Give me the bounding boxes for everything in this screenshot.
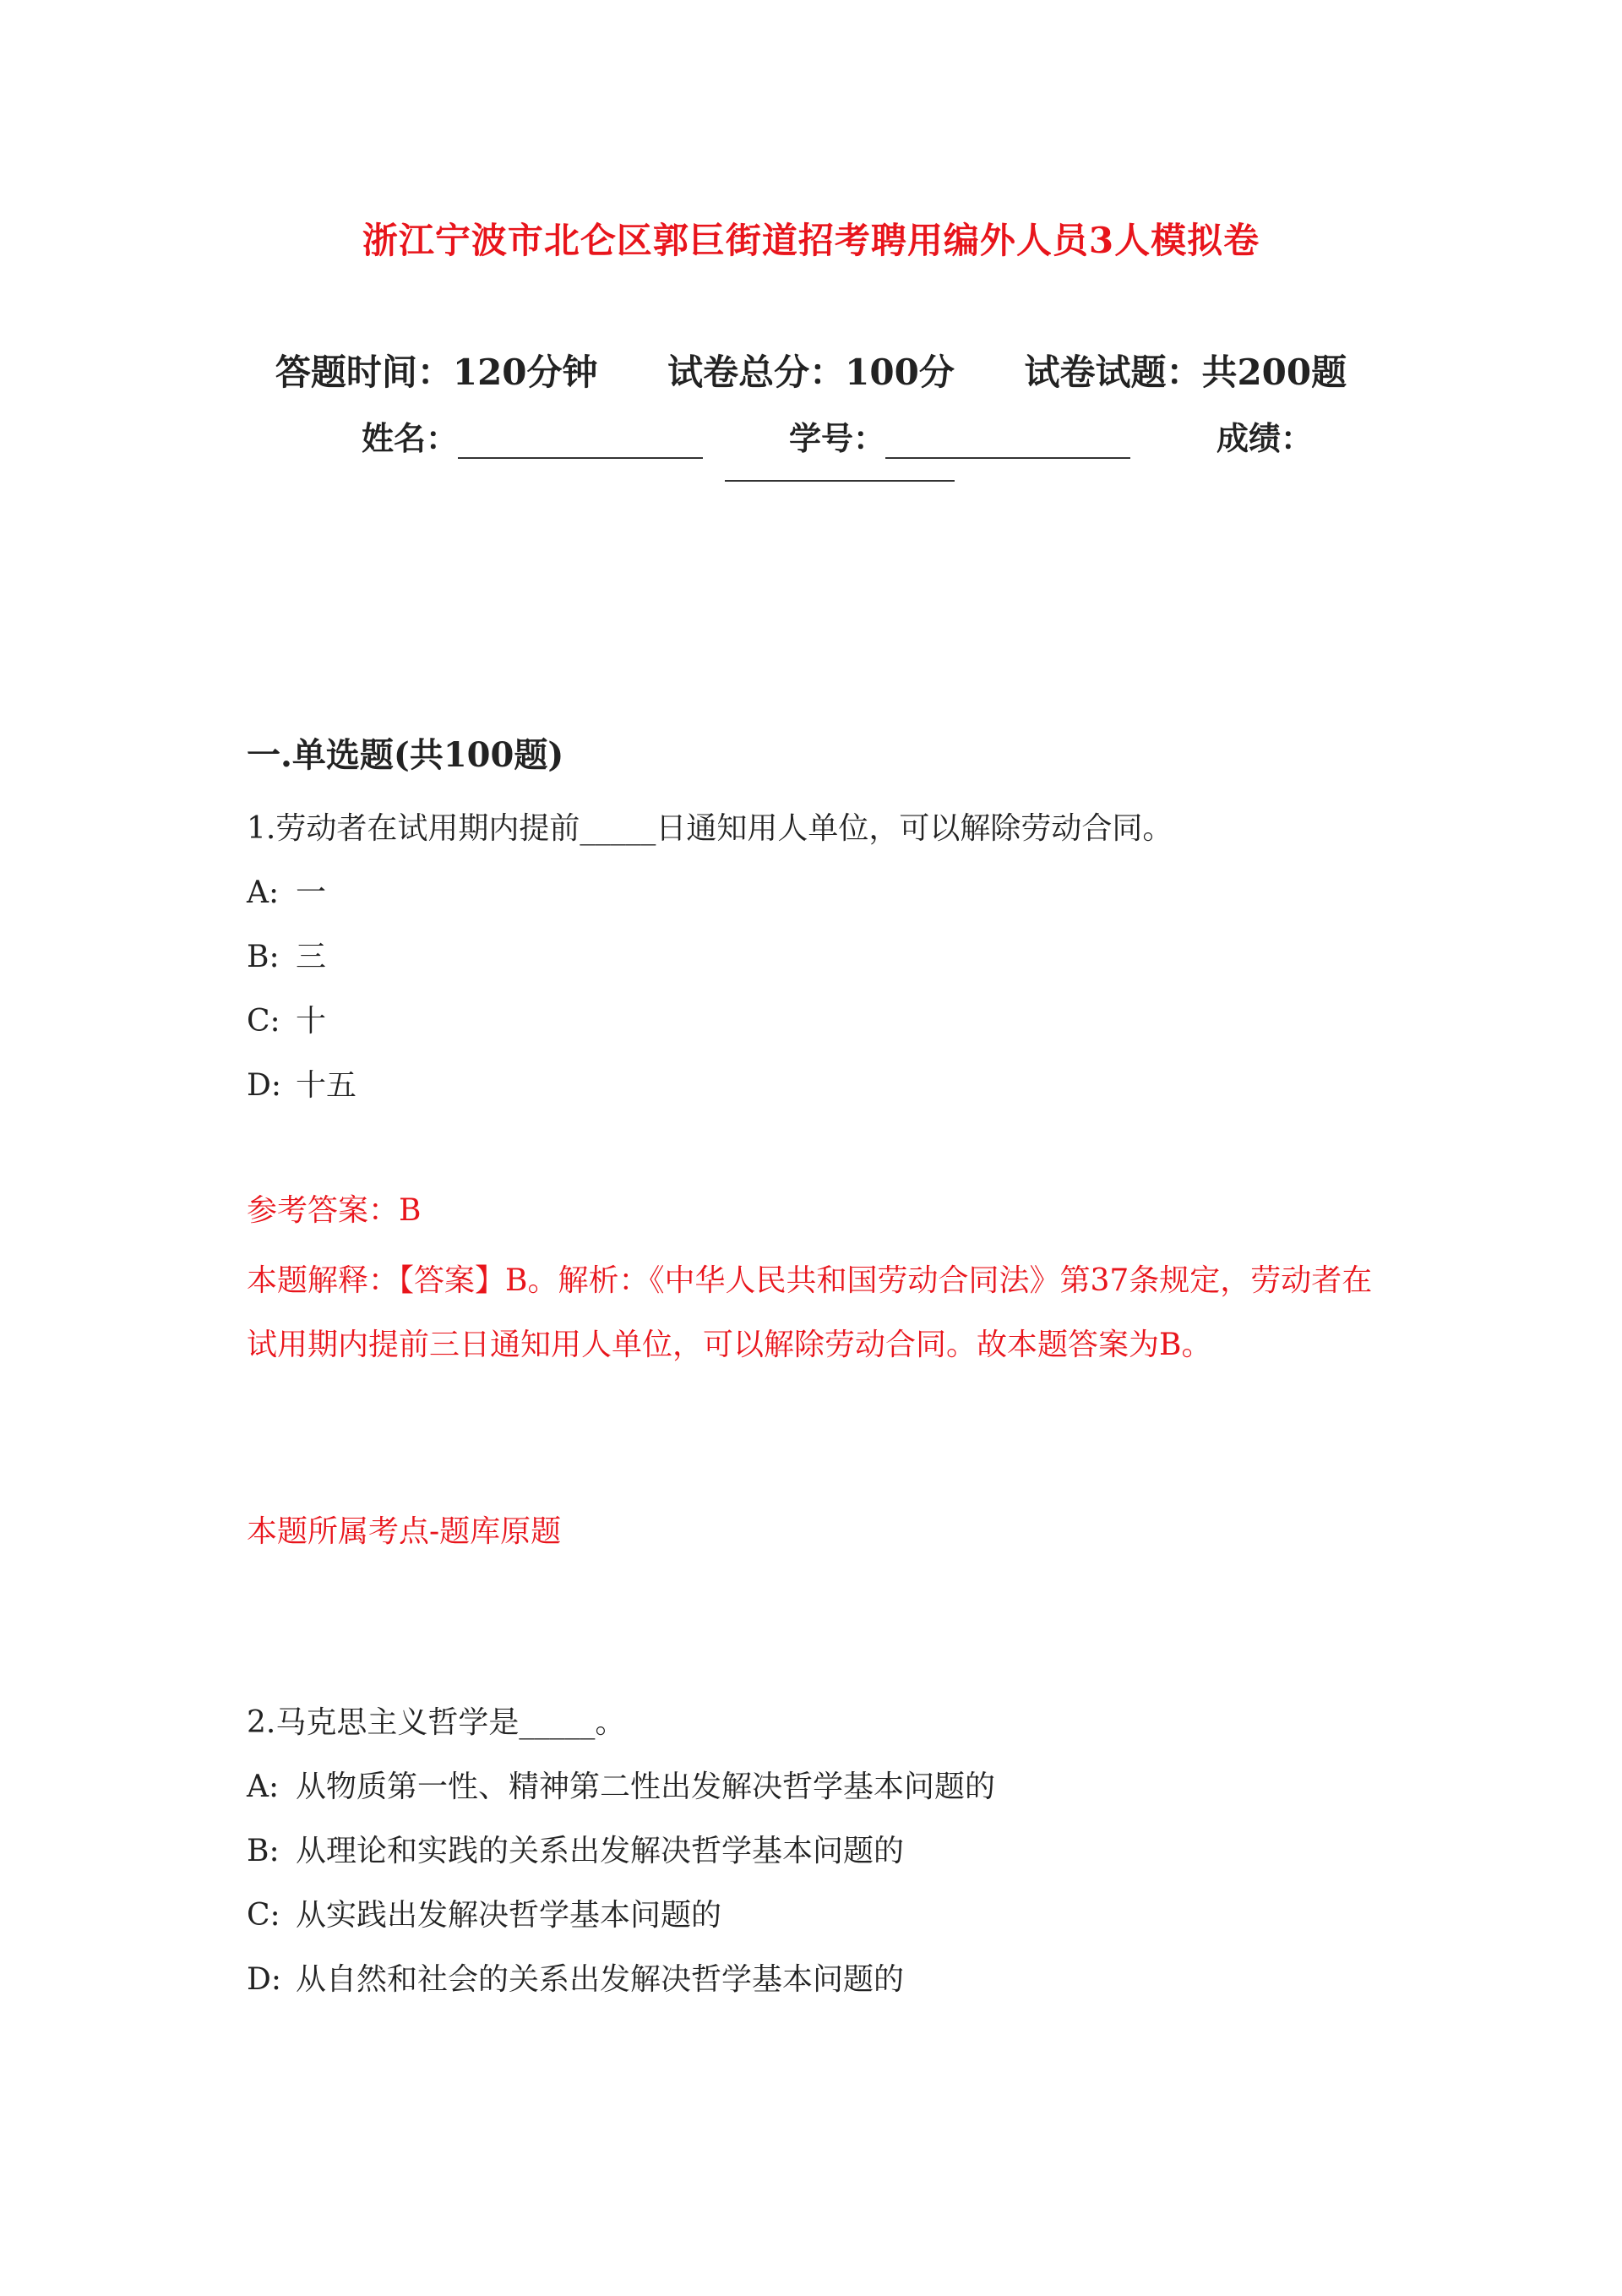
option-text: 十 — [296, 1004, 327, 1039]
question-2-stem: 2.马克思主义哲学是_____。 — [247, 1705, 626, 1740]
id-field — [789, 412, 1130, 459]
question-1-explanation: 本题解释：【答案】B。解析：《中华人民共和国劳动合同法》第37条规定，劳动者在试用期内提前三日通知用人单位，可以解除劳动合同。故本题答案为B。 — [247, 1263, 1373, 1362]
question-1-option-c — [247, 997, 326, 1040]
question-1-answer: 参考答案：B — [247, 1193, 422, 1228]
question-2-option-a — [247, 1763, 995, 1806]
option-label: D: — [247, 1068, 281, 1103]
score-field — [1216, 412, 1313, 459]
option-text: 从实践出发解决哲学基本问题的 — [296, 1898, 722, 1933]
exam-question-count: 试卷试题：共200题 — [1024, 352, 1347, 393]
name-field — [362, 412, 703, 459]
option-text: 一 — [296, 875, 327, 910]
option-label: B: — [247, 940, 280, 974]
option-label: C: — [247, 1004, 280, 1039]
question-2-option-b — [247, 1827, 904, 1870]
id-label: 学号： — [789, 419, 886, 457]
option-text: 三 — [296, 940, 327, 974]
exam-time: 答题时间：120分钟 — [275, 352, 598, 393]
name-blank — [458, 427, 703, 459]
name-label: 姓名： — [362, 419, 459, 457]
question-1-option-b — [247, 933, 326, 976]
question-2-option-c — [247, 1891, 721, 1934]
score-blank — [725, 480, 955, 482]
section-title: 一.单选题(共100题) — [247, 735, 564, 775]
option-text: 从自然和社会的关系出发解决哲学基本问题的 — [296, 1962, 905, 1997]
option-text: 十五 — [296, 1068, 357, 1103]
question-1-option-d — [247, 1061, 357, 1104]
exam-total-score: 试卷总分：100分 — [667, 352, 955, 393]
question-1-option-a — [247, 869, 326, 912]
question-2-option-d — [247, 1955, 904, 1999]
score-label: 成绩： — [1216, 419, 1314, 457]
exam-title: 浙江宁波市北仑区郭巨街道招考聘用编外人员3人模拟卷 — [362, 220, 1260, 261]
id-blank — [885, 427, 1130, 459]
exam-meta — [0, 345, 1622, 395]
option-label: A: — [247, 1770, 280, 1804]
option-text: 从理论和实践的关系出发解决哲学基本问题的 — [296, 1834, 905, 1868]
question-1-point: 本题所属考点-题库原题 — [247, 1514, 562, 1549]
option-label: A: — [247, 875, 280, 910]
option-label: B: — [247, 1834, 280, 1868]
option-label: C: — [247, 1898, 280, 1933]
option-label: D: — [247, 1962, 281, 1997]
option-text: 从物质第一性、精神第二性出发解决哲学基本问题的 — [296, 1770, 996, 1804]
question-1-stem: 1.劳动者在试用期内提前_____日通知用人单位，可以解除劳动合同。 — [247, 811, 1173, 846]
